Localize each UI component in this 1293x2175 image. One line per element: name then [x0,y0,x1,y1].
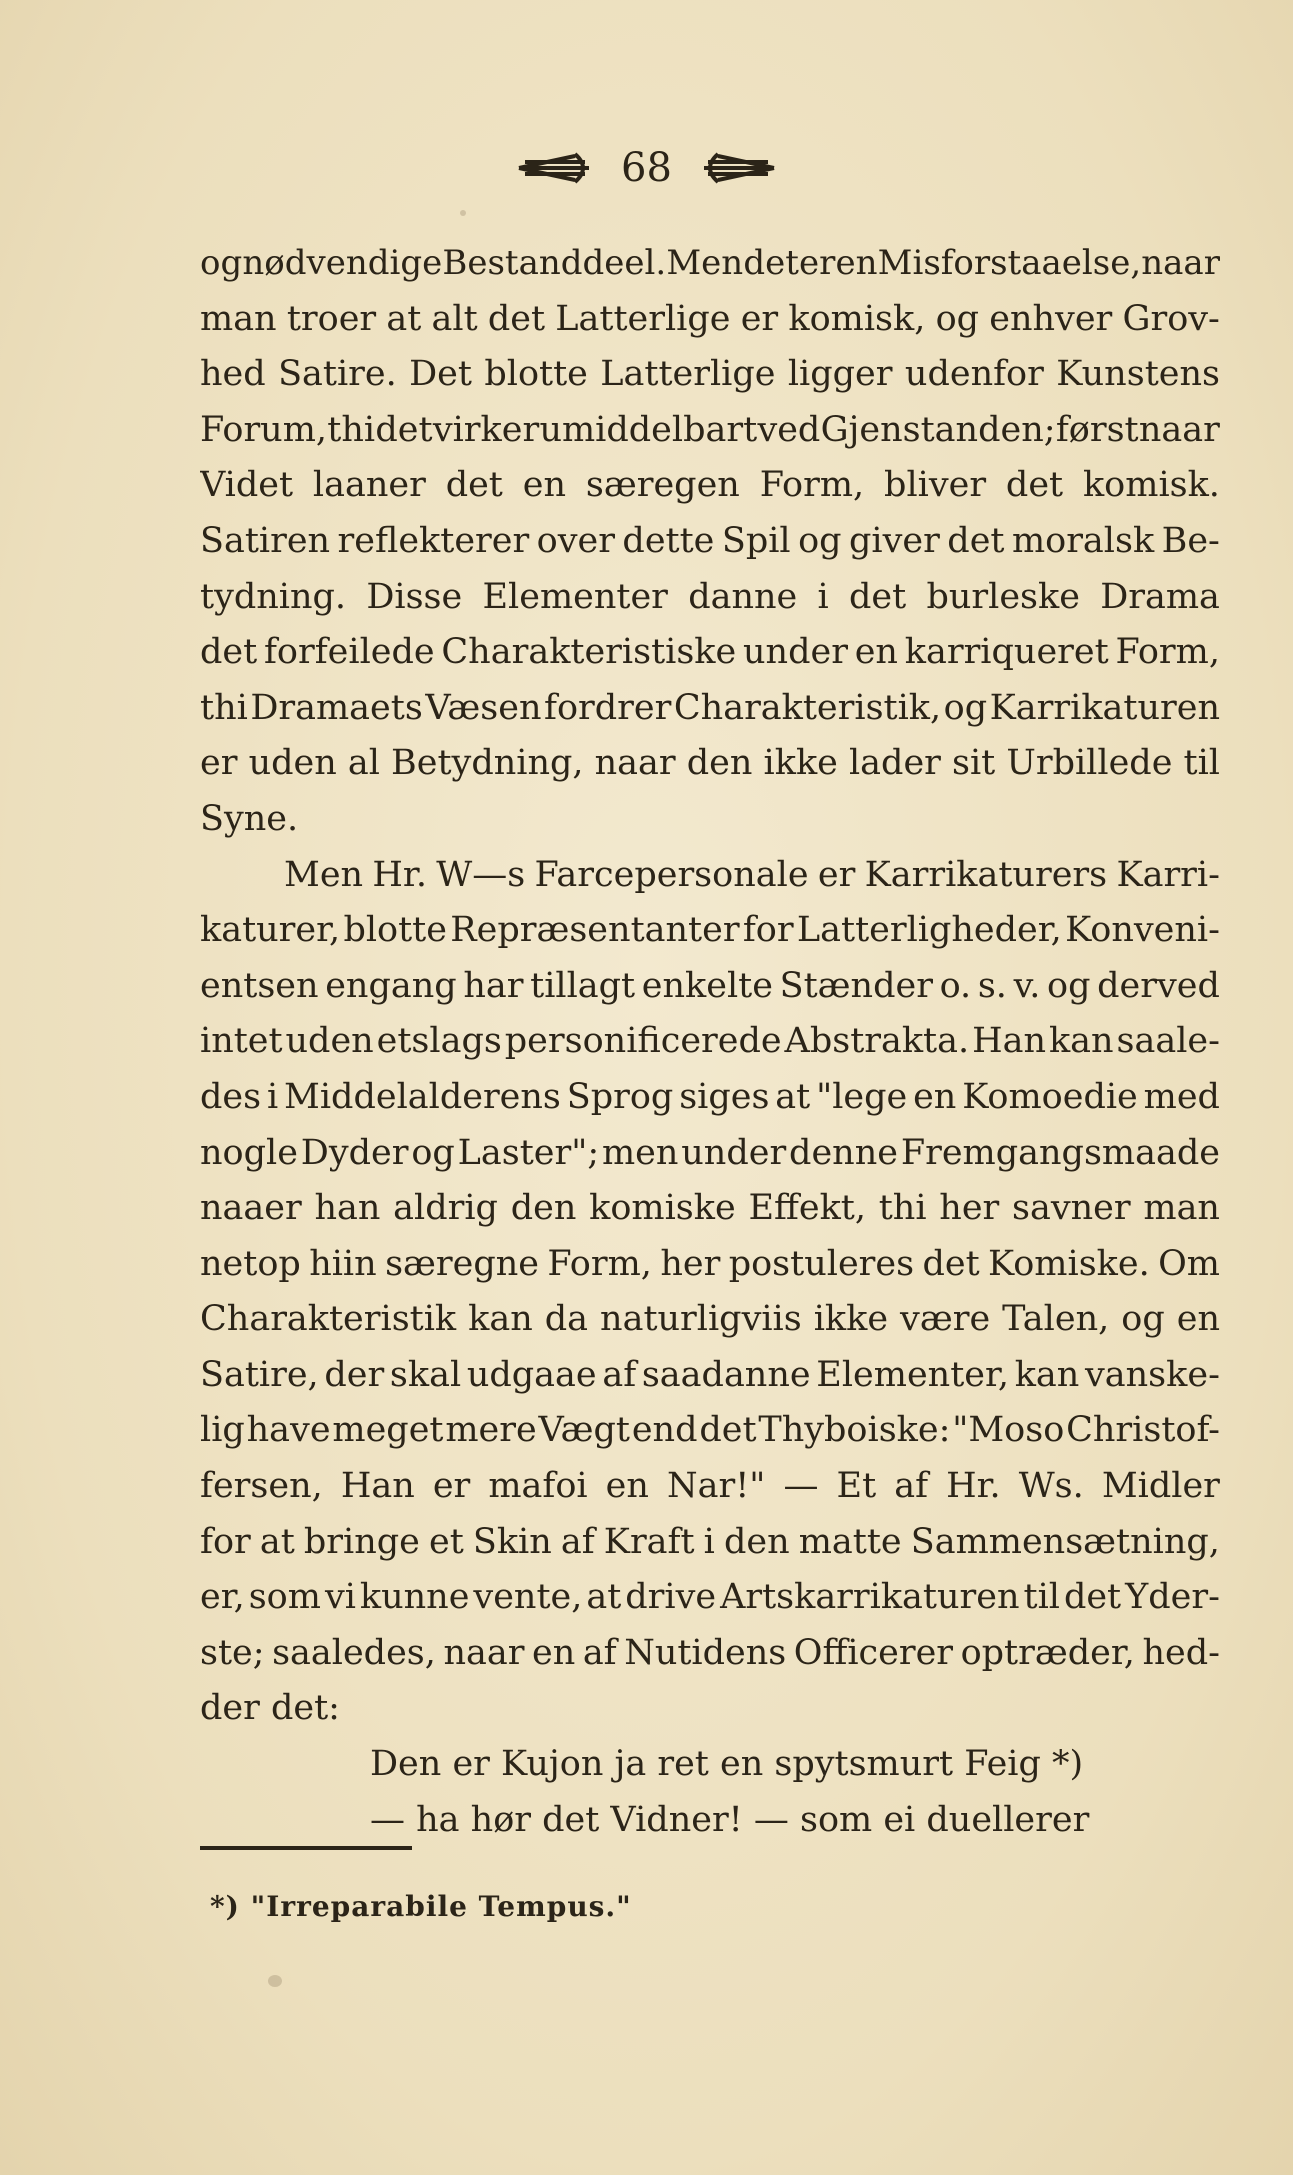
text-line: nogle Dyder og Laster"; men under denne Fremgangsmaade [200,1132,1220,1173]
text-line: Forum, thi det virker umiddelbart ved Gjenstanden; først naar [200,409,1220,450]
text-line: ste; saaledes, naar en af Nutidens Officerer optræder, hed- [200,1632,1220,1673]
paper-smudge [268,1975,282,1987]
text-line: entsen engang har tillagt enkelte Stænder o. s. v. og derved [200,965,1220,1006]
text-line: des i Middelalderens Sprog siges at "lege en Komoedie med [200,1076,1220,1117]
text-line: er, som vi kunne vente, at drive Artskarrikaturen til det Yder- [200,1577,1220,1618]
text-line: netop hiin særegne Form, her postuleres det Komiske. Om [200,1243,1220,1284]
text-line: hed Satire. Det blotte Latterlige ligger udenfor Kunstens [200,354,1220,395]
verse-line: — ha hør det Vidner! — som ei duellerer [370,1799,1090,1840]
text-line: intet uden etslags personificerede Abstrakta. Han kan saale- [200,1021,1220,1062]
text-line: Charakteristik kan da naturligviis ikke være Talen, og en [200,1299,1220,1340]
text-line: Satiren reflekterer over dette Spil og giver det moralsk Be- [200,520,1220,561]
text-line: Satire, der skal udgaae af saadanne Elementer, kan vanske- [200,1354,1220,1395]
text-line: og nødvendige Bestanddeel. Men det er en Misforstaaelse, naar [200,243,1220,283]
verse-line: Den er Kujon ja ret en spytsmurt Feig *) [370,1744,1084,1785]
footnote-divider [200,1846,412,1850]
page-number: 68 [621,145,672,191]
text-line: der det: [200,1688,340,1729]
text-line: er uden al Betydning, naar den ikke lader sit Urbillede til [200,743,1220,784]
body-text [200,236,1220,1848]
text-line: thi Dramaets Væsen fordrer Charakteristik, og Karrikaturen [200,687,1220,728]
text-line: man troer at alt det Latterlige er komisk, og enhver Grov- [200,298,1220,339]
text-line: Videt laaner det en særegen Form, bliver det komisk. [200,465,1220,506]
paragraph-start-line: Men Hr. W—s Farcepersonale er Karrikaturers Karri- [284,854,1220,895]
text-line: Syne. [200,798,299,839]
text-line: katurer, blotte Repræsentanter for Latterligheder, Konveni- [200,910,1220,951]
text-line: fersen, Han er mafoi en Nar!" — Et af Hr. Ws. Midler [200,1466,1220,1507]
text-line: lig have meget mere Vægt end det Thyboiske: "Moso Christof- [200,1410,1220,1451]
text-line: det forfeilede Charakteristiske under en karriqueret Form, [200,632,1220,673]
text-line: tydning. Disse Elementer danne i det burleske Drama [200,576,1220,617]
paper-smudge [460,210,466,216]
text-line: naaer han aldrig den komiske Effekt, thi her savner man [200,1188,1220,1229]
right-ornament-icon [698,148,778,188]
footnote: *) "Irreparabile Tempus." [210,1890,632,1923]
page-header [0,145,1293,191]
left-ornament-icon [515,148,595,188]
text-line: for at bringe et Skin af Kraft i den matte Sammensætning, [200,1521,1220,1562]
